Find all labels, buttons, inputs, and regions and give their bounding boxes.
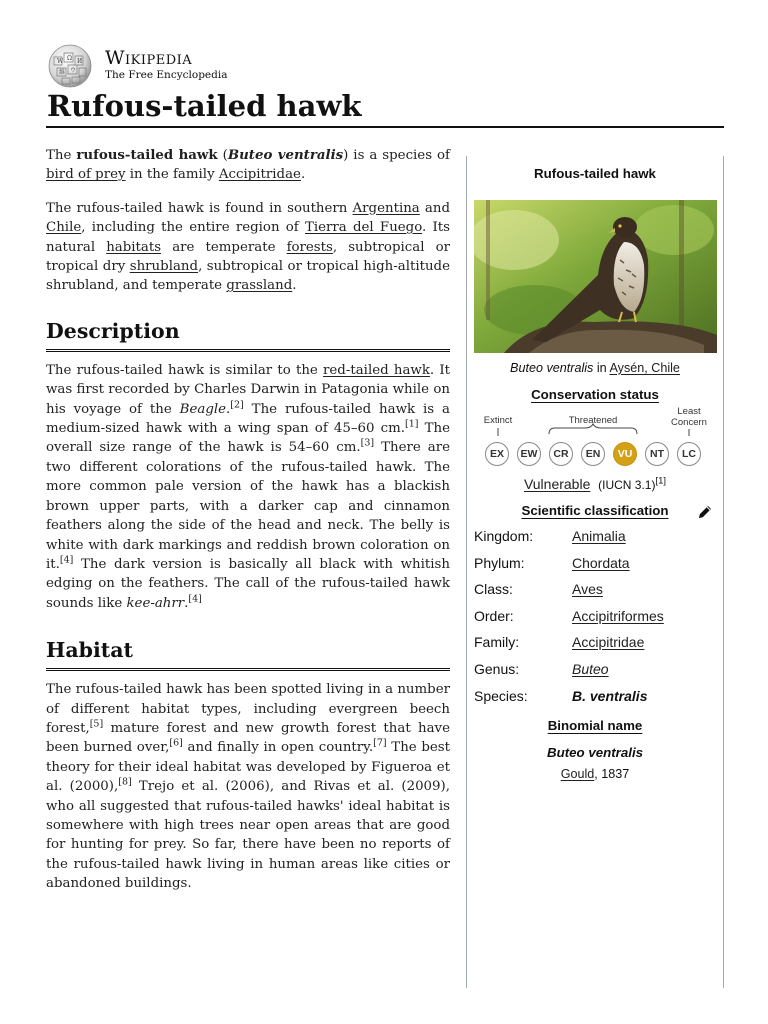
- article-link[interactable]: Chile: [46, 220, 82, 236]
- text-run: mature forest and new growth forest that have been burned over,: [46, 720, 450, 756]
- text-run: in the family: [125, 167, 219, 183]
- binomial-name-label: Binomial name: [547, 718, 643, 734]
- svg-text:И: И: [77, 58, 83, 65]
- taxonomy-row: [474, 607, 717, 634]
- pencil-edit-icon[interactable]: [697, 504, 713, 520]
- description-heading: Description: [46, 318, 450, 352]
- article-link[interactable]: shrubland: [129, 259, 199, 275]
- species-value: B. ventralis: [572, 687, 648, 704]
- status-ew[interactable]: EW: [517, 442, 541, 466]
- habitat-heading: Habitat: [46, 637, 450, 671]
- citation-ref[interactable]: [1]: [405, 418, 419, 430]
- text-run: , subtropical or tropical dry: [46, 239, 450, 275]
- citation-ref[interactable]: [6]: [169, 737, 183, 749]
- citation-ref[interactable]: [7]: [373, 737, 387, 749]
- text-run: Beagle: [179, 401, 227, 417]
- binomial-name-heading[interactable]: [467, 718, 723, 734]
- wikipedia-wordmark[interactable]: [105, 47, 227, 82]
- svg-text:W: W: [57, 58, 64, 65]
- text-run: kee-ahrr: [126, 595, 185, 611]
- text-run: , including the entire region of: [81, 220, 305, 236]
- conservation-status-heading[interactable]: [467, 387, 723, 403]
- status-en[interactable]: EN: [581, 442, 605, 466]
- svg-text:Ω: Ω: [67, 55, 72, 62]
- description-paragraph: [46, 361, 450, 613]
- text-run: and: [419, 200, 450, 216]
- svg-text:維: 維: [59, 69, 66, 76]
- rank-label: Species:: [474, 687, 528, 704]
- hawk-photo[interactable]: [474, 200, 717, 353]
- conservation-status-scale: [467, 442, 723, 468]
- article-link[interactable]: grassland: [226, 278, 293, 294]
- rank-label: Family:: [474, 634, 520, 651]
- text-run: are temperate: [161, 239, 287, 255]
- text-run: The rufous-tailed hawk is similar to the: [46, 362, 324, 378]
- status-source: (IUCN 3.1): [598, 478, 656, 492]
- text-run: . It was first recorded by Charles Darwin in Patagonia while on his voyage of the: [46, 362, 450, 417]
- rank-label: Class:: [474, 581, 513, 598]
- status-summary: [467, 475, 723, 494]
- taxonomy-row: [474, 580, 717, 607]
- taxon-link[interactable]: Buteo: [572, 660, 609, 677]
- habitat-paragraph: [46, 680, 450, 893]
- taxon-link[interactable]: Chordata: [572, 554, 630, 571]
- status-ex[interactable]: EX: [485, 442, 509, 466]
- citation-ref[interactable]: [5]: [89, 718, 104, 730]
- label-extinct-text: Extinct: [483, 415, 513, 426]
- caption-connector: in: [593, 361, 610, 375]
- article-link[interactable]: Accipitridae: [218, 167, 301, 183]
- wikipedia-globe-logo[interactable]: [45, 43, 95, 89]
- caption-location-link[interactable]: Aysén, Chile: [609, 361, 680, 375]
- intro-paragraph: [46, 146, 450, 185]
- citation-ref[interactable]: [3]: [360, 438, 375, 450]
- status-lc[interactable]: LC: [677, 442, 701, 466]
- rank-label: Genus:: [474, 660, 520, 677]
- text-run: .: [300, 167, 306, 183]
- taxonomy-row: [474, 554, 717, 581]
- binomial-authority: [467, 766, 723, 782]
- text-run: The rufous-tailed hawk has been spotted living in a number of different habitat types, including evergreen beech forest,: [46, 682, 450, 736]
- taxonomy-row: [474, 633, 717, 660]
- svg-text:ウ: ウ: [70, 67, 77, 74]
- scientific-classification-heading[interactable]: [467, 503, 723, 519]
- status-group-labels: [467, 406, 723, 438]
- site-name: Wikipedia: [105, 47, 193, 69]
- conservation-status-label: Conservation status: [531, 387, 659, 402]
- text-run: .: [184, 595, 189, 611]
- binomial-name: Buteo ventralis: [546, 745, 644, 761]
- text-run: ) is a species of: [343, 148, 450, 163]
- taxon-link[interactable]: Aves: [572, 581, 603, 598]
- taxon-link[interactable]: Accipitridae: [572, 634, 645, 651]
- label-least-text: Least: [677, 406, 701, 417]
- article-body: [46, 146, 450, 908]
- range-paragraph: [46, 199, 450, 296]
- label-least-concern: [664, 406, 714, 428]
- article-link[interactable]: red-tailed hawk: [323, 362, 430, 378]
- text-run: (: [217, 148, 228, 163]
- taxon-link[interactable]: Accipitriformes: [572, 607, 664, 624]
- status-name-link[interactable]: Vulnerable: [523, 476, 591, 492]
- text-run: The: [46, 148, 77, 163]
- photo-caption: [467, 360, 723, 376]
- text-run: The overall size range of the hawk is 54–60 cm.: [46, 421, 450, 456]
- text-run: The rufous-tailed hawk is a medium-sized hawk with a wing span of 45–60 cm.: [46, 401, 450, 437]
- taxonomy-row: [474, 660, 717, 687]
- text-run: .: [292, 278, 297, 294]
- infobox-title: Rufous-tailed hawk: [534, 166, 656, 181]
- caption-species: Buteo ventralis: [510, 361, 594, 375]
- label-threatened-text: Threatened: [568, 415, 618, 426]
- citation-ref[interactable]: [4]: [188, 593, 202, 605]
- text-run: There are two different colorations of the rufous-tailed hawk. The more common pale version of the hawk has a blackish brown upper parts, with a darker cap and cinnamon feathers along the side of the head and neck. The belly is white with dark markings and reddish brown coloration on it.: [46, 440, 450, 572]
- rank-label: Kingdom:: [474, 528, 534, 544]
- title-divider: [46, 126, 724, 128]
- taxonomy-row: [474, 527, 717, 554]
- citation-ref[interactable]: [2]: [230, 399, 244, 411]
- article-link[interactable]: forests: [286, 239, 333, 255]
- taxon-link[interactable]: Animalia: [572, 528, 626, 544]
- text-run: .: [226, 401, 231, 417]
- text-run: The rufous-tailed hawk is found in southern: [46, 200, 353, 216]
- species-infobox: [466, 156, 724, 988]
- text-run: Trejo et al. (2006), and Rivas et al. (2009), who all suggested that rufous-tailed hawks' ideal habitat is somewhere with high trees near open areas that are good for hunting for prey. So far, there have been no reports of the rufous-tailed hawk living in human areas like cities or abandoned buildings.: [46, 779, 450, 892]
- label-concern-text: Concern: [671, 417, 707, 428]
- text-run: Buteo ventralis: [227, 147, 344, 163]
- rank-label: Order:: [474, 607, 514, 624]
- taxonomy-row: [474, 687, 717, 714]
- citation-ref[interactable]: [4]: [59, 554, 74, 566]
- status-cr[interactable]: CR: [549, 442, 573, 466]
- article-link[interactable]: Tierra del Fuego: [304, 220, 423, 236]
- page-title: Rufous-tailed hawk: [47, 89, 362, 123]
- citation-ref[interactable]: [8]: [118, 776, 132, 788]
- authority-year: , 1837: [594, 767, 630, 782]
- text-run: The best theory for their ideal habitat was developed by Figueroa et al. (2000),: [46, 740, 450, 795]
- rank-label: Phylum:: [474, 554, 525, 571]
- status-vu[interactable]: VU: [613, 442, 637, 466]
- status-nt[interactable]: NT: [645, 442, 669, 466]
- text-run: The dark version is basically all black with whitish edging on the feathers. The call of the rufous-tailed hawk sounds like: [46, 556, 450, 611]
- status-reference[interactable]: [1]: [655, 475, 667, 487]
- text-run: and finally in open country.: [182, 740, 374, 756]
- authority-link[interactable]: Gould: [560, 767, 595, 782]
- article-link[interactable]: Argentina: [352, 200, 420, 216]
- text-run: . Its natural: [46, 220, 450, 255]
- site-tagline: The Free Encyclopedia: [105, 69, 228, 81]
- label-threatened: [555, 415, 631, 426]
- text-run: , subtropical or tropical high-altitude shrubland, and temperate: [46, 259, 450, 294]
- article-link[interactable]: habitats: [106, 239, 162, 255]
- taxonomy-table: [474, 527, 717, 713]
- text-run: rufous-tailed hawk: [76, 147, 218, 163]
- scientific-classification-label: Scientific classification: [521, 503, 669, 518]
- article-link[interactable]: bird of prey: [46, 167, 126, 183]
